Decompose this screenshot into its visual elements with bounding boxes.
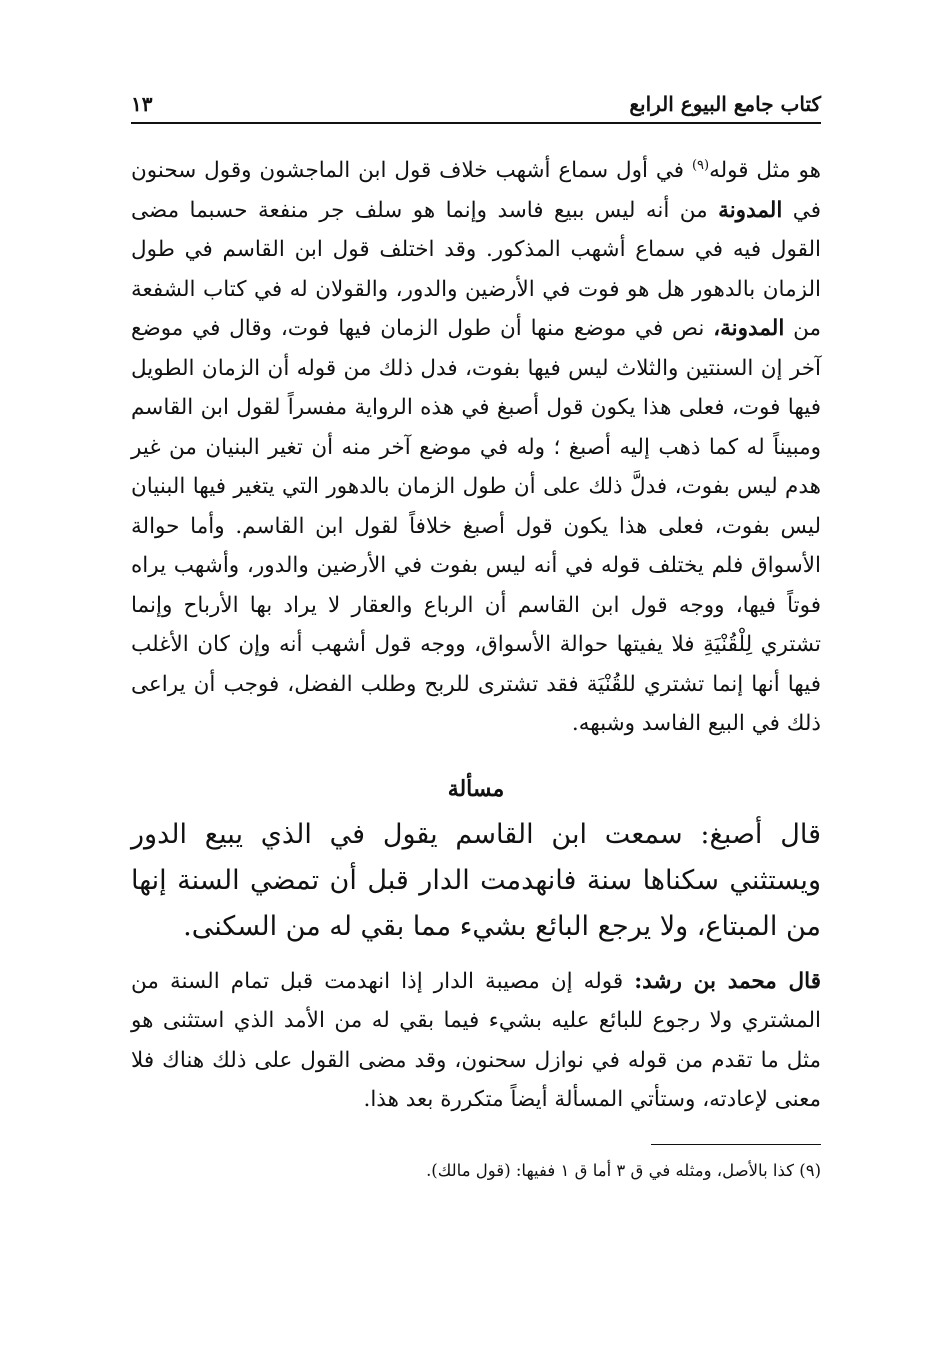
text-run: من أنه ليس ببيع فاسد وإنما هو سلف جر منفعة حسبما مضى القول فيه في سماع أشهب المذكور. وقد اختلف قول ابن القاسم في طول الزمان بالدهور هل هو فوت في الأرضين والدور، والقولان له في كتاب الشفعة من [131, 197, 822, 342]
section-heading: مسألة [447, 775, 505, 802]
text-run: في أول سماع أشهب خلاف قول ابن الماجشون وقول سحنون في [131, 158, 821, 223]
running-header [131, 92, 821, 124]
explanation-lead: قال محمد بن رشد: [634, 968, 822, 994]
book-title: كتاب جامع البيوع الرابع [629, 92, 821, 116]
source-title-bold: المدونة، [713, 316, 785, 342]
footnote-divider [651, 1144, 821, 1145]
source-title-bold: المدونة [718, 197, 783, 223]
explanation-paragraph [131, 962, 821, 1120]
footnote: (٩) كذا بالأصل، ومثله في ق ٣ أما ق ١ ففيها: (قول مالك). [426, 1160, 821, 1180]
text-run: نص في موضع منها أن طول الزمان فيها فوت، وقال في موضع آخر إن السنتين والثلاث ليس فيها بفوت، فدل ذلك من قوله أن الزمان الطويل فيها فوت، فعلى هذا يكون قول أصبغ في هذه الرواية مفسراً لقول ابن القاسم ومبيناً له كما ذهب إليه أصبغ ؛ وله في موضع آخر منه أن تغير البنيان من غير هدم ليس بفوت، فدلَّ ذلك على أن طول الزمان بالدهور التي يتغير فيها البنيان ليس بفوت، فعلى هذا يكون قول أصبغ خلافاً لقول ابن القاسم. وأما حوالة الأسواق فلم يختلف قوله في أنه ليس بفوت في الأرضين والدور، وأشهب يراه فوتاً فيها، ووجه قول ابن القاسم أن الرباع والعقار لا يراد بها الأرباح وإنما تشتري لِلْقُنْيَةِ فلا يفيتها حوالة الأسواق، ووجه قول أشهب أنه وإن كان الأغلب فيها أنها إنما تشتري للقُنْيَة فقد تشترى للربح وطلب الفضل، فوجب أن يراعى ذلك في البيع الفاسد وشبهه. [131, 316, 821, 737]
commentary-paragraph [131, 146, 821, 744]
explanation-text: قوله إن مصيبة الدار إذا انهدمت قبل تمام السنة من المشتري ولا رجوع للبائع عليه بشيء فيما بقي له من الأمد الذي استثنى هو مثل ما تقدم من قوله في نوازل سحنون، وقد مضى القول على ذلك هناك فلا معنى لإعادته، وستأتي المسألة أيضاً متكررة بعد هذا. [131, 968, 821, 1113]
narration-paragraph: قال أصبغ: سمعت ابن القاسم يقول في الذي يبيع الدور ويستثني سكناها سنة فانهدمت الدار قبل أن تمضي السنة إنها من المبتاع، ولا يرجع البائع بشيء مما بقي له من السكنى. [131, 818, 821, 942]
footnote-reference: (٩) [691, 158, 710, 173]
book-page [131, 92, 821, 1185]
page-number: ١٣ [131, 92, 153, 116]
text-run: هو مثل قوله [709, 158, 822, 184]
